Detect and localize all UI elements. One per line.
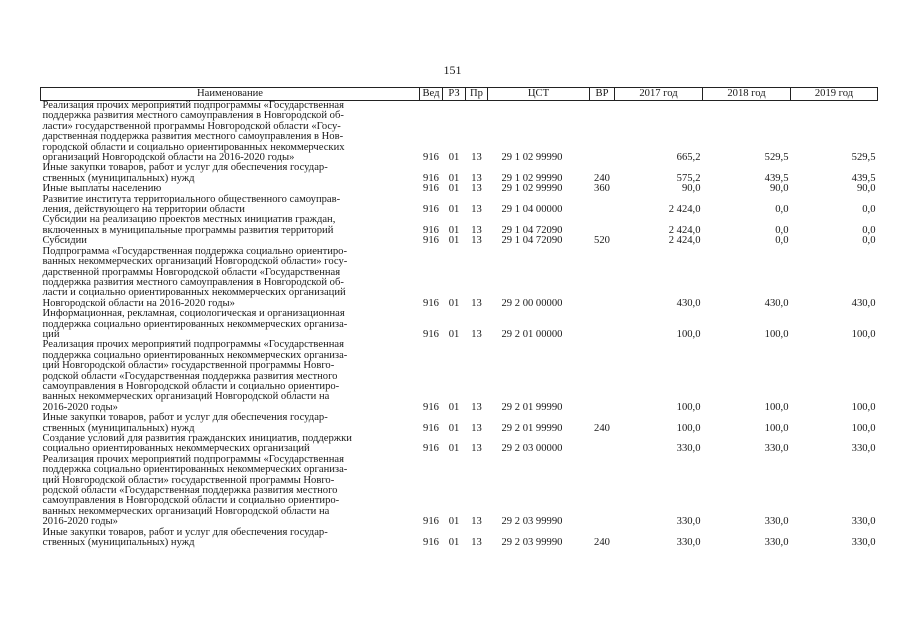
header-2019: 2019 год xyxy=(791,88,878,101)
row-ved: 916 xyxy=(423,235,439,247)
row-pr: 13 xyxy=(471,224,482,236)
row-2019: 330,0 xyxy=(851,443,876,455)
row-name: Развитие института территориального общественного самоуправ- ления, действующего на территории области xyxy=(42,193,341,216)
row-2018: 330,0 xyxy=(764,516,789,528)
header-pr: Пр xyxy=(466,88,488,101)
row-2018: 430,0 xyxy=(764,297,789,309)
header-name: Наименование xyxy=(41,88,420,101)
row-pr: 13 xyxy=(471,204,482,216)
table-row xyxy=(41,215,878,236)
row-vr: 240 xyxy=(594,537,610,549)
row-pr: 13 xyxy=(471,152,482,164)
header-vr: ВР xyxy=(590,88,615,101)
row-name: Реализация прочих мероприятий подпрограммы «Государственная поддержка социально ориентированных некоммерческих организа- ций Новгородской области» государственной программы Новго- родской области «Государственная поддержка развития местного самоуправления в Новгородской области и социально ориентиро- ванных некоммерческих организаций Новгородской области на 2016-2020 годы» xyxy=(42,339,348,413)
row-cst: 29 1 02 99990 xyxy=(501,172,563,184)
table-row xyxy=(41,528,878,549)
row-name: Информационная, рекламная, социологическая и организационная поддержка социально ориентированных некоммерческих организа- ций xyxy=(42,308,348,340)
header-cst: ЦСТ xyxy=(488,88,590,101)
row-2017: 665,2 xyxy=(676,152,701,164)
row-cst: 29 2 00 00000 xyxy=(501,297,563,309)
row-2019: 100,0 xyxy=(851,422,876,434)
row-name: Реализация прочих мероприятий подпрограммы «Государственная поддержка социально ориентированных некоммерческих организа- ций Новгородской области» государственной программы Новго- родской области «Государственная поддержка развития местного самоуправления в Новгородской области и социально ориентиро- ванных некоммерческих организаций Новгородской области на 2016-2020 годы» xyxy=(42,453,348,528)
row-2017: 2 424,0 xyxy=(668,224,701,236)
table-row xyxy=(41,247,878,309)
row-name: Иные закупки товаров, работ и услуг для обеспечения государ- ственных (муниципальных) нужд xyxy=(42,162,328,184)
row-2018: 529,5 xyxy=(764,152,789,164)
row-2018: 330,0 xyxy=(764,537,789,549)
row-cst: 29 1 04 72090 xyxy=(501,224,563,236)
row-ved: 916 xyxy=(423,401,439,413)
row-ved: 916 xyxy=(423,204,439,216)
row-2019: 0,0 xyxy=(862,224,876,236)
page-number: 151 xyxy=(443,63,462,77)
row-cst: 29 2 03 99990 xyxy=(501,537,563,549)
row-2019: 0,0 xyxy=(862,204,876,216)
row-cst: 29 2 01 99990 xyxy=(501,422,563,434)
row-2019: 330,0 xyxy=(851,516,876,528)
row-name: Субсидии xyxy=(42,235,87,247)
row-2019: 529,5 xyxy=(851,152,876,164)
header-2017: 2017 год xyxy=(615,88,703,101)
row-2018: 100,0 xyxy=(764,328,789,340)
row-2017: 100,0 xyxy=(676,401,701,413)
row-vr xyxy=(590,101,615,164)
row-ved: 916 xyxy=(423,172,439,184)
row-rz: 01 xyxy=(448,183,460,195)
table-header-row xyxy=(41,88,878,101)
row-ved: 916 xyxy=(423,537,439,549)
row-rz: 01 xyxy=(448,401,460,413)
row-name: Подпрограмма «Государственная поддержка социально ориентиро- ванных некоммерческих организаций Новгородской области» госу- дарственной программы Новгородской области «Государственная поддержка развития местного самоуправления в Новгородской об- ласти и социально ориентированных некоммерческих организаций Новгородской области на 2016-2020 годы» xyxy=(42,245,348,309)
row-name: Создание условий для развития гражданских инициатив, поддержки социально ориентированных некоммерческих организаций xyxy=(42,433,352,455)
row-2017: 2 424,0 xyxy=(668,204,701,216)
table-row xyxy=(41,195,878,216)
row-cst: 29 2 01 99990 xyxy=(501,401,563,413)
row-cst: 29 1 04 72090 xyxy=(501,235,563,247)
row-cst: 29 1 02 99990 xyxy=(501,183,563,195)
row-cst: 29 1 02 99990 xyxy=(501,152,563,164)
row-vr: 240 xyxy=(594,172,610,184)
row-2018: 439,5 xyxy=(764,172,789,184)
row-name: Иные закупки товаров, работ и услуг для обеспечения государ- ственных (муниципальных) нужд xyxy=(42,412,328,434)
row-rz: 01 xyxy=(448,204,460,216)
row-cst: 29 1 04 00000 xyxy=(501,204,563,216)
row-rz: 01 xyxy=(448,422,460,434)
row-vr: 520 xyxy=(594,235,610,247)
row-2019: 330,0 xyxy=(851,537,876,549)
row-ved: 916 xyxy=(423,183,439,195)
row-vr xyxy=(590,434,615,455)
row-vr xyxy=(590,195,615,216)
row-cst: 29 2 03 00000 xyxy=(501,443,563,455)
table-row xyxy=(41,455,878,528)
row-2017: 575,2 xyxy=(676,172,701,184)
row-rz: 01 xyxy=(448,235,460,247)
row-pr: 13 xyxy=(471,516,482,528)
row-rz: 01 xyxy=(448,224,460,236)
row-2019: 0,0 xyxy=(862,235,876,247)
row-pr: 13 xyxy=(471,401,482,413)
row-2017: 330,0 xyxy=(676,443,701,455)
row-cst: 29 2 01 00000 xyxy=(501,328,563,340)
row-vr xyxy=(590,309,615,340)
row-2019: 430,0 xyxy=(851,297,876,309)
row-rz: 01 xyxy=(448,328,460,340)
row-vr xyxy=(590,215,615,236)
row-rz: 01 xyxy=(448,172,460,184)
row-2017: 330,0 xyxy=(676,537,701,549)
row-vr xyxy=(590,340,615,413)
table-row xyxy=(41,434,878,455)
row-pr: 13 xyxy=(471,443,482,455)
row-2017: 100,0 xyxy=(676,422,701,434)
row-pr: 13 xyxy=(471,183,482,195)
row-cst: 29 2 03 99990 xyxy=(501,516,563,528)
row-2018: 0,0 xyxy=(775,204,789,216)
row-pr: 13 xyxy=(471,537,482,549)
row-pr: 13 xyxy=(471,422,482,434)
table-row xyxy=(41,309,878,340)
row-name: Иные закупки товаров, работ и услуг для обеспечения государ- ственных (муниципальных) нужд xyxy=(42,526,328,549)
row-vr xyxy=(590,455,615,528)
row-2019: 90,0 xyxy=(856,183,876,195)
header-2018: 2018 год xyxy=(703,88,791,101)
row-vr: 240 xyxy=(594,422,610,434)
row-pr: 13 xyxy=(471,297,482,309)
table-row xyxy=(41,340,878,413)
row-vr: 360 xyxy=(594,183,610,195)
row-2018: 100,0 xyxy=(764,422,789,434)
row-2018: 0,0 xyxy=(775,235,789,247)
row-pr: 13 xyxy=(471,235,482,247)
row-ved: 916 xyxy=(423,152,439,164)
row-2018: 0,0 xyxy=(775,224,789,236)
row-name: Реализация прочих мероприятий подпрограммы «Государственная поддержка развития местного самоуправления в Новгородской об- ласти» государственной программы Новгородской области «Госу- дарственная поддержка развития местного самоуправления в Нов- городской области и социально ориентированных некоммерческих организаций Новгородской области на 2016-2020 годы» xyxy=(42,100,345,164)
row-ved: 916 xyxy=(423,422,439,434)
row-rz: 01 xyxy=(448,297,460,309)
row-2017: 330,0 xyxy=(676,516,701,528)
row-ved: 916 xyxy=(423,297,439,309)
row-pr: 13 xyxy=(471,328,482,340)
row-2017: 90,0 xyxy=(681,183,701,195)
table-row xyxy=(41,413,878,434)
row-2017: 2 424,0 xyxy=(668,235,701,247)
row-vr xyxy=(590,247,615,309)
row-2017: 100,0 xyxy=(676,328,701,340)
row-ved: 916 xyxy=(423,443,439,455)
row-2017: 430,0 xyxy=(676,297,701,309)
row-ved: 916 xyxy=(423,328,439,340)
table-body xyxy=(41,101,878,549)
row-ved: 916 xyxy=(423,516,439,528)
row-2018: 90,0 xyxy=(769,183,789,195)
table-row xyxy=(41,101,878,164)
budget-table xyxy=(40,87,878,548)
header-rz: РЗ xyxy=(443,88,466,101)
row-2018: 330,0 xyxy=(764,443,789,455)
table-row xyxy=(41,163,878,184)
row-rz: 01 xyxy=(448,152,460,164)
row-rz: 01 xyxy=(448,516,460,528)
row-2018: 100,0 xyxy=(764,401,789,413)
row-name: Иные выплаты населению xyxy=(42,183,162,195)
row-2019: 439,5 xyxy=(851,172,876,184)
row-ved: 916 xyxy=(423,224,439,236)
row-name: Субсидии на реализацию проектов местных инициатив граждан, включенных в муниципальные программы развития территорий xyxy=(42,214,336,236)
row-rz: 01 xyxy=(448,537,460,549)
row-rz: 01 xyxy=(448,443,460,455)
row-2019: 100,0 xyxy=(851,328,876,340)
header-ved: Вед xyxy=(420,88,443,101)
row-pr: 13 xyxy=(471,172,482,184)
row-2019: 100,0 xyxy=(851,401,876,413)
